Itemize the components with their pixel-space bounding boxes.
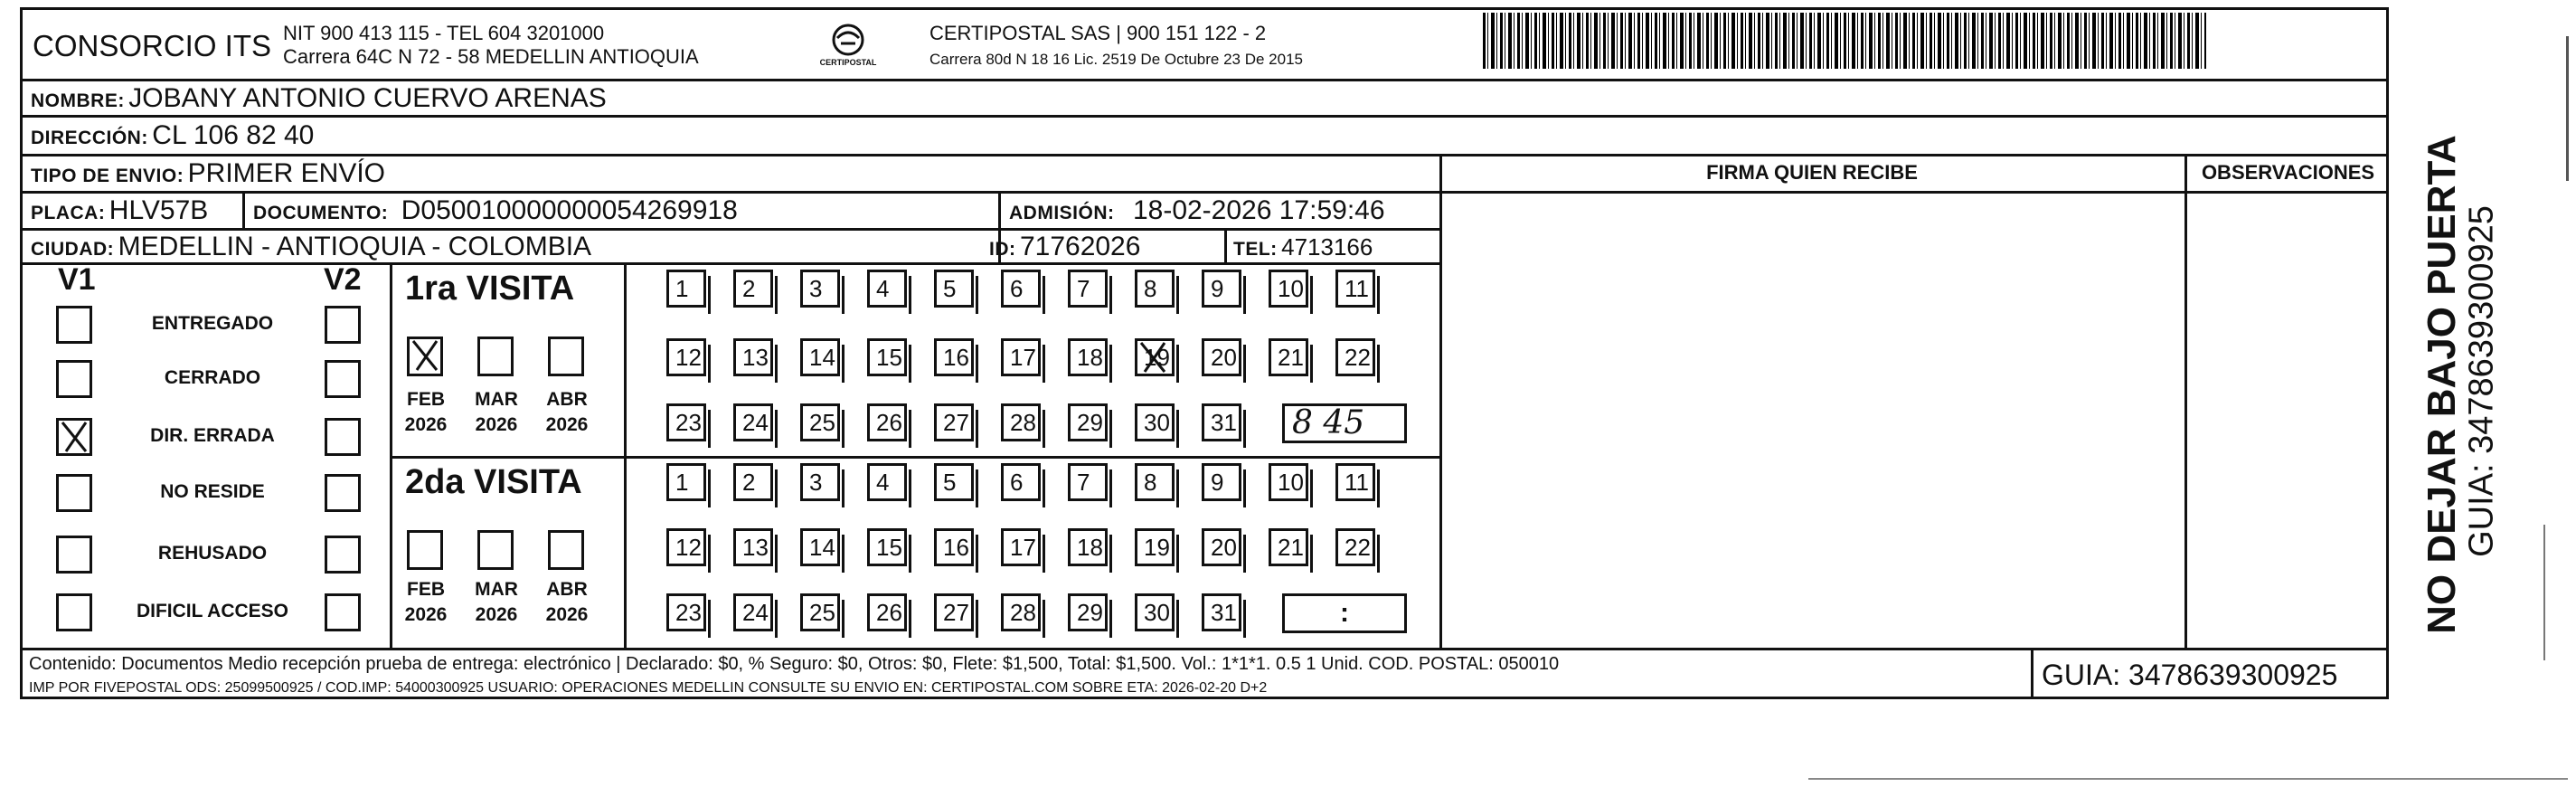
day-box[interactable]: [666, 528, 706, 566]
logo-text: CERTIPOSTAL: [819, 58, 877, 67]
tel-rule: [1224, 228, 1227, 262]
v1-checkbox[interactable]: [56, 418, 92, 456]
v1-checkbox[interactable]: [56, 360, 92, 398]
day-box[interactable]: [1068, 593, 1108, 631]
first-time-box[interactable]: [1282, 403, 1407, 443]
day-box[interactable]: [733, 528, 773, 566]
day-number: 17: [1010, 534, 1036, 561]
day-box[interactable]: [1001, 593, 1041, 631]
month-checkbox[interactable]: [548, 337, 584, 376]
day-box[interactable]: [1202, 593, 1241, 631]
v2-checkbox[interactable]: [325, 418, 361, 456]
day-box[interactable]: [934, 528, 974, 566]
firma-label: FIRMA QUIEN RECIBE: [1706, 161, 1918, 184]
direccion-row: [31, 120, 314, 151]
day-number: 2: [742, 275, 756, 302]
day-box[interactable]: [1269, 338, 1308, 376]
month-label: MAR 2026: [475, 389, 518, 435]
day-box[interactable]: [934, 270, 974, 308]
day-box[interactable]: [1269, 528, 1308, 566]
day-box[interactable]: [666, 593, 706, 631]
placa-rule: [242, 191, 245, 228]
day-box[interactable]: [733, 593, 773, 631]
day-box[interactable]: [1001, 403, 1041, 441]
tel-value: 4713166: [1281, 233, 1373, 261]
placa-cell: [31, 195, 208, 226]
day-box[interactable]: [1202, 270, 1241, 308]
month-label: ABR 2026: [545, 389, 589, 435]
day-number: 23: [675, 409, 702, 436]
documento-value: D050010000000054269918: [401, 195, 738, 225]
day-box[interactable]: [934, 593, 974, 631]
day-number: 13: [742, 344, 769, 371]
scan-mark: [2566, 36, 2569, 181]
second-time-box[interactable]: [1282, 593, 1407, 633]
header-rule: [20, 79, 2389, 81]
day-number: 19: [1144, 344, 1170, 371]
day-number: 15: [876, 534, 902, 561]
ciudad-label: CIUDAD:: [31, 239, 115, 260]
scan-mark: [2543, 525, 2545, 660]
day-number: 12: [675, 344, 702, 371]
company-address: Carrera 64C N 72 - 58 MEDELLIN ANTIOQUIA: [283, 45, 699, 68]
day-box[interactable]: [1335, 463, 1375, 501]
day-number: 14: [809, 534, 835, 561]
nombre-value: JOBANY ANTONIO CUERVO ARENAS: [128, 83, 607, 113]
day-number: 12: [675, 534, 702, 561]
day-box[interactable]: [666, 463, 706, 501]
months-rule: [624, 262, 627, 648]
first-time-written: 8 45: [1292, 404, 1365, 441]
day-box[interactable]: [733, 403, 773, 441]
day-box[interactable]: [934, 338, 974, 376]
ciudad-value: MEDELLIN - ANTIOQUIA - COLOMBIA: [118, 232, 592, 261]
day-number: 11: [1345, 469, 1369, 496]
day-box[interactable]: [867, 403, 907, 441]
id-label: ID:: [989, 239, 1016, 260]
placa-value: HLV57B: [109, 195, 209, 225]
day-box[interactable]: [1068, 528, 1108, 566]
reason-label: NO RESIDE: [160, 481, 265, 502]
day-box[interactable]: [666, 403, 706, 441]
day-number: 4: [876, 469, 890, 496]
footer-imp: IMP POR FIVEPOSTAL ODS: 25099500925 / COD.IMP: 54000300925 USUARIO: OPERACIONES MEDELLIN CONSULTE SU ENVIO EN: CERTIPOSTAL.COM SOBRE ETA: 2026-02-20 D+2: [29, 680, 1268, 696]
day-box[interactable]: [1269, 270, 1308, 308]
reasons-rule: [390, 262, 392, 648]
id-cell: [989, 232, 1140, 262]
reason-label: CERRADO: [164, 367, 261, 388]
v2-label: V2: [324, 262, 362, 297]
month-checkbox[interactable]: [407, 530, 443, 570]
day-box[interactable]: [800, 338, 840, 376]
day-number: 26: [876, 409, 902, 436]
day-box[interactable]: [733, 463, 773, 501]
day-number: 18: [1077, 344, 1103, 371]
v2-checkbox[interactable]: [325, 536, 361, 574]
day-box[interactable]: [800, 593, 840, 631]
day-number: 24: [742, 409, 769, 436]
month-checkbox[interactable]: [477, 337, 514, 376]
day-box[interactable]: [1068, 403, 1108, 441]
day-box[interactable]: [1068, 270, 1108, 308]
tel-label: TEL:: [1233, 239, 1278, 260]
reason-label: ENTREGADO: [151, 313, 274, 334]
admision-label: ADMISIÓN:: [1009, 203, 1115, 223]
nombre-label: NOMBRE:: [31, 90, 125, 111]
day-number: 28: [1010, 409, 1036, 436]
day-box[interactable]: [800, 270, 840, 308]
row-rule: [20, 115, 2389, 118]
barcode: [1483, 13, 2206, 69]
day-box[interactable]: [800, 403, 840, 441]
day-box[interactable]: [1135, 528, 1175, 566]
day-box[interactable]: [1335, 528, 1375, 566]
nombre-row: [31, 83, 607, 114]
firma-rule: [1439, 191, 2389, 194]
admision-value: 18-02-2026 17:59:46: [1132, 195, 1385, 225]
day-number: 27: [943, 599, 969, 626]
admision-cell: [1009, 195, 1385, 226]
v2-checkbox[interactable]: [325, 306, 361, 344]
day-number: 9: [1211, 469, 1224, 496]
v1-checkbox[interactable]: [56, 306, 92, 344]
day-number: 19: [1144, 534, 1170, 561]
tipo-value: PRIMER ENVÍO: [187, 158, 386, 188]
guia-footer-rule: [2031, 648, 2033, 699]
certipostal-info: CERTIPOSTAL SAS | 900 151 122 - 2: [929, 22, 1267, 44]
day-number: 27: [943, 409, 969, 436]
documento-label: DOCUMENTO:: [253, 203, 389, 223]
day-box[interactable]: [867, 463, 907, 501]
day-box[interactable]: [1135, 593, 1175, 631]
day-number: 20: [1211, 534, 1237, 561]
month-label: ABR 2026: [545, 579, 589, 625]
day-box[interactable]: [934, 403, 974, 441]
day-number: 2: [742, 469, 756, 496]
day-box[interactable]: [1135, 403, 1175, 441]
day-number: 5: [943, 275, 957, 302]
day-number: 3: [809, 469, 823, 496]
day-box[interactable]: [1135, 338, 1175, 376]
day-number: 6: [1010, 469, 1024, 496]
month-checkbox[interactable]: [407, 337, 443, 376]
day-box[interactable]: [867, 270, 907, 308]
day-number: 15: [876, 344, 902, 371]
day-number: 1: [675, 469, 689, 496]
tipo-label: TIPO DE ENVIO:: [31, 166, 184, 186]
reason-label: DIFICIL ACCESO: [136, 601, 288, 621]
day-number: 3: [809, 275, 823, 302]
footer-contenido: Contenido: Documentos Medio recepción prueba de entrega: electrónico | Declarado: $0, % Seguro: $0, Otros: $0, Flete: $1,500, Total: $1,500. Vol.: 1*1*1. 0.5 1 Unid. COD. POSTAL: 050010: [29, 654, 1560, 674]
first-visit-title: 1ra VISITA: [405, 270, 575, 308]
day-box[interactable]: [666, 270, 706, 308]
day-box[interactable]: [800, 528, 840, 566]
day-box[interactable]: [1202, 528, 1241, 566]
tipo-row: [31, 158, 385, 189]
day-number: 26: [876, 599, 902, 626]
v2-checkbox[interactable]: [325, 593, 361, 631]
day-number: 29: [1077, 599, 1103, 626]
row-rule: [20, 262, 1439, 265]
day-number: 1: [675, 275, 689, 302]
day-number: 11: [1345, 275, 1369, 302]
direccion-value: CL 106 82 40: [152, 120, 315, 150]
day-number: 10: [1278, 469, 1304, 496]
day-box[interactable]: [1001, 528, 1041, 566]
day-box[interactable]: [800, 463, 840, 501]
day-box[interactable]: [1202, 338, 1241, 376]
row-rule: [20, 154, 2389, 156]
day-box[interactable]: [733, 338, 773, 376]
day-number: 18: [1077, 534, 1103, 561]
day-box[interactable]: [867, 593, 907, 631]
day-number: 31: [1211, 409, 1237, 436]
day-box[interactable]: [1202, 403, 1241, 441]
footer-rule: [20, 648, 2389, 650]
day-box[interactable]: [934, 463, 974, 501]
day-number: 30: [1144, 599, 1170, 626]
day-number: 25: [809, 409, 835, 436]
row-rule: [20, 191, 1439, 194]
day-box[interactable]: [1135, 463, 1175, 501]
scan-mark: [1808, 778, 2568, 780]
day-box[interactable]: [1135, 270, 1175, 308]
day-box[interactable]: [666, 338, 706, 376]
day-number: 14: [809, 344, 835, 371]
day-number: 25: [809, 599, 835, 626]
day-number: 24: [742, 599, 769, 626]
placa-label: PLACA:: [31, 203, 106, 223]
reason-label: DIR. ERRADA: [150, 425, 275, 446]
ciudad-cell: [31, 232, 591, 262]
direccion-label: DIRECCIÓN:: [31, 128, 148, 148]
day-box[interactable]: [1068, 338, 1108, 376]
visit-divider: [390, 456, 1439, 459]
second-visit-title: 2da VISITA: [405, 463, 582, 501]
day-number: 20: [1211, 344, 1237, 371]
day-number: 9: [1211, 275, 1224, 302]
reason-label: REHUSADO: [157, 543, 268, 564]
day-number: 30: [1144, 409, 1170, 436]
day-box[interactable]: [867, 528, 907, 566]
company-name: CONSORCIO ITS: [33, 29, 272, 62]
month-label: FEB 2026: [404, 389, 448, 435]
id-value: 71762026: [1019, 232, 1141, 261]
observaciones-label: OBSERVACIONES: [2201, 161, 2375, 184]
certipostal-license: Carrera 80d N 18 16 Lic. 2519 De Octubre 23 De 2015: [929, 51, 1303, 68]
day-number: 21: [1278, 534, 1304, 561]
day-number: 22: [1345, 344, 1371, 371]
day-box[interactable]: [1202, 463, 1241, 501]
v1-checkbox[interactable]: [56, 474, 92, 512]
month-checkbox[interactable]: [548, 530, 584, 570]
day-number: 8: [1144, 275, 1157, 302]
day-number: 16: [943, 534, 969, 561]
day-box[interactable]: [1001, 270, 1041, 308]
day-number: 17: [1010, 344, 1036, 371]
day-number: 22: [1345, 534, 1371, 561]
day-number: 16: [943, 344, 969, 371]
day-box[interactable]: [1001, 463, 1041, 501]
day-box[interactable]: [1269, 463, 1308, 501]
side-warning: NO DEJAR BAJO PUERTA: [2420, 135, 2464, 634]
v1-checkbox[interactable]: [56, 593, 92, 631]
v2-checkbox[interactable]: [325, 474, 361, 512]
day-box[interactable]: [867, 338, 907, 376]
day-number: 21: [1278, 344, 1304, 371]
firma-col-rule: [1439, 154, 1442, 648]
documento-cell: [253, 195, 738, 226]
second-time-colon: :: [1340, 598, 1349, 628]
day-number: 23: [675, 599, 702, 626]
day-box[interactable]: [733, 270, 773, 308]
day-number: 4: [876, 275, 890, 302]
day-number: 7: [1077, 275, 1090, 302]
side-guia: GUIA: 3478639300925: [2462, 205, 2501, 557]
v2-checkbox[interactable]: [325, 360, 361, 398]
footer-guia: GUIA: 3478639300925: [2042, 659, 2338, 691]
day-number: 6: [1010, 275, 1024, 302]
day-box[interactable]: [1001, 338, 1041, 376]
v1-label: V1: [58, 262, 96, 297]
day-number: 10: [1278, 275, 1304, 302]
day-number: 13: [742, 534, 769, 561]
day-number: 29: [1077, 409, 1103, 436]
obs-col-rule: [2184, 154, 2187, 648]
day-number: 8: [1144, 469, 1157, 496]
v1-checkbox[interactable]: [56, 536, 92, 574]
day-box[interactable]: [1335, 338, 1375, 376]
certipostal-logo: [810, 22, 886, 71]
day-number: 5: [943, 469, 957, 496]
day-number: 7: [1077, 469, 1090, 496]
tel-cell: [1233, 233, 1373, 261]
month-label: MAR 2026: [475, 579, 518, 625]
day-box[interactable]: [1068, 463, 1108, 501]
day-number: 31: [1211, 599, 1237, 626]
company-nit: NIT 900 413 115 - TEL 604 3201000: [283, 22, 605, 44]
day-number: 28: [1010, 599, 1036, 626]
day-box[interactable]: [1335, 270, 1375, 308]
month-label: FEB 2026: [404, 579, 448, 625]
month-checkbox[interactable]: [477, 530, 514, 570]
